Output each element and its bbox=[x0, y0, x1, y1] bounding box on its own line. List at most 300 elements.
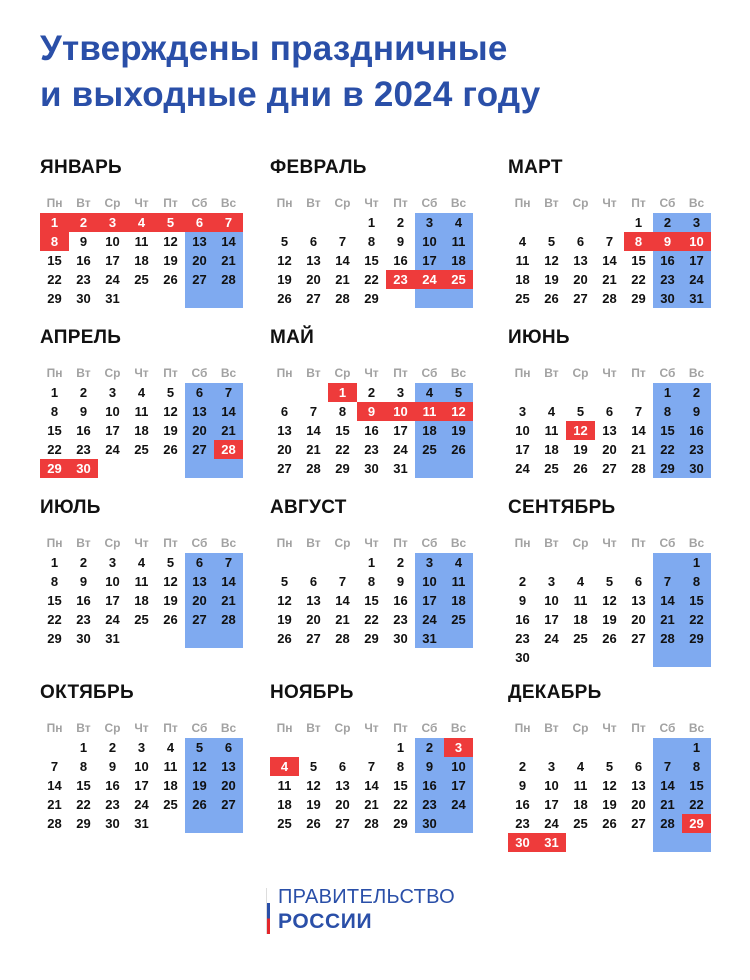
empty-cell bbox=[214, 459, 243, 478]
weekday-header: Ср bbox=[334, 536, 351, 550]
day-cell: 4 bbox=[576, 759, 585, 774]
weekday-header: Вс bbox=[220, 721, 237, 735]
weekday-header: Вт bbox=[306, 196, 321, 210]
day-cell: 23 bbox=[515, 816, 530, 831]
day-cell: 11 bbox=[444, 232, 473, 251]
day-cell: 30 bbox=[515, 650, 530, 665]
day-cell: 29 bbox=[631, 291, 646, 306]
weekday-header: Ср bbox=[334, 196, 351, 210]
weekday-header: Пт bbox=[393, 721, 408, 735]
day-cell: 17 bbox=[105, 423, 120, 438]
weekday-header: Вс bbox=[220, 366, 237, 380]
month-block bbox=[508, 327, 724, 478]
day-cell: 18 bbox=[163, 778, 178, 793]
empty-cell bbox=[537, 738, 566, 757]
day-cell: 19 bbox=[602, 797, 617, 812]
weekday-header: Чт bbox=[364, 721, 379, 735]
day-cell: 27 bbox=[214, 795, 243, 814]
day-cell: 13 bbox=[185, 572, 214, 591]
month-block bbox=[270, 327, 486, 478]
title-line-2: и выходные дни в 2024 году bbox=[40, 75, 541, 114]
day-cell: 8 bbox=[338, 404, 347, 419]
day-cell: 12 bbox=[602, 593, 617, 608]
month-name: МАРТ bbox=[508, 157, 563, 178]
day-cell: 10 bbox=[544, 778, 559, 793]
day-cell: 26 bbox=[163, 442, 178, 457]
weekday-header: Пн bbox=[276, 536, 293, 550]
day-cell: 29 bbox=[682, 629, 711, 648]
day-cell: 16 bbox=[76, 253, 91, 268]
day-cell: 13 bbox=[306, 253, 321, 268]
month-block bbox=[508, 497, 724, 667]
empty-cell bbox=[653, 553, 682, 572]
day-cell: 20 bbox=[631, 612, 646, 627]
day-cell: 28 bbox=[335, 291, 350, 306]
weekday-header: Пт bbox=[631, 366, 646, 380]
weekday-header: Ср bbox=[104, 366, 121, 380]
day-cell: 1 bbox=[50, 555, 59, 570]
weekday-header: Сб bbox=[659, 721, 676, 735]
weekday-header: Вс bbox=[220, 196, 237, 210]
day-cell: 4 bbox=[137, 385, 146, 400]
day-cell: 15 bbox=[653, 421, 682, 440]
day-cell: 9 bbox=[396, 574, 405, 589]
day-cell: 14 bbox=[214, 402, 243, 421]
day-cell: 21 bbox=[306, 442, 321, 457]
day-cell: 3 bbox=[108, 555, 117, 570]
day-cell: 19 bbox=[277, 272, 292, 287]
empty-cell bbox=[270, 213, 299, 232]
day-cell: 6 bbox=[309, 574, 318, 589]
day-cell: 5 bbox=[280, 234, 289, 249]
empty-cell bbox=[624, 553, 653, 572]
day-cell: 6 bbox=[309, 234, 318, 249]
day-cell: 16 bbox=[393, 593, 408, 608]
day-cell: 8 bbox=[50, 574, 59, 589]
empty-cell bbox=[444, 814, 473, 833]
day-cell: 14 bbox=[47, 778, 62, 793]
day-cell: 11 bbox=[134, 404, 149, 419]
day-cell: 18 bbox=[544, 442, 559, 457]
day-cell: 4 bbox=[576, 574, 585, 589]
day-cell: 4 bbox=[518, 234, 527, 249]
month-name: АВГУСТ bbox=[270, 497, 347, 518]
empty-cell bbox=[127, 459, 156, 478]
weekday-header: Пн bbox=[276, 366, 293, 380]
day-cell: 15 bbox=[76, 778, 91, 793]
day-cell: 23 bbox=[386, 270, 415, 289]
day-cell: 17 bbox=[444, 776, 473, 795]
weekday-header: Ср bbox=[104, 536, 121, 550]
day-cell: 4 bbox=[444, 553, 473, 572]
day-cell: 5 bbox=[166, 385, 175, 400]
empty-cell bbox=[270, 738, 299, 757]
empty-cell bbox=[98, 459, 127, 478]
weekday-header: Вт bbox=[306, 366, 321, 380]
day-cell: 13 bbox=[602, 423, 617, 438]
day-cell: 18 bbox=[444, 591, 473, 610]
day-cell: 31 bbox=[393, 461, 408, 476]
day-cell: 8 bbox=[682, 757, 711, 776]
weekday-header: Пн bbox=[276, 196, 293, 210]
day-cell: 24 bbox=[393, 442, 408, 457]
day-cell: 20 bbox=[185, 421, 214, 440]
day-cell: 22 bbox=[47, 272, 62, 287]
month-grid bbox=[508, 719, 724, 852]
day-cell: 17 bbox=[544, 612, 559, 627]
day-cell: 19 bbox=[277, 612, 292, 627]
day-cell: 16 bbox=[364, 423, 379, 438]
month-grid bbox=[40, 534, 256, 648]
month-block bbox=[40, 157, 256, 308]
day-cell: 10 bbox=[386, 402, 415, 421]
day-cell: 23 bbox=[393, 612, 408, 627]
month-block bbox=[270, 682, 486, 833]
day-cell: 30 bbox=[76, 291, 91, 306]
weekday-header: Пт bbox=[393, 536, 408, 550]
weekday-header: Пн bbox=[276, 721, 293, 735]
empty-cell bbox=[595, 213, 624, 232]
day-cell: 8 bbox=[624, 232, 653, 251]
weekday-header: Пт bbox=[163, 536, 178, 550]
day-cell: 2 bbox=[518, 574, 527, 589]
empty-cell bbox=[185, 814, 214, 833]
day-cell: 10 bbox=[134, 759, 149, 774]
empty-cell bbox=[127, 629, 156, 648]
day-cell: 4 bbox=[547, 404, 556, 419]
day-cell: 14 bbox=[364, 778, 379, 793]
day-cell: 30 bbox=[105, 816, 120, 831]
day-cell: 14 bbox=[335, 593, 350, 608]
weekday-header: Сб bbox=[421, 536, 438, 550]
day-cell: 15 bbox=[364, 253, 379, 268]
day-cell: 22 bbox=[364, 272, 379, 287]
weekday-header: Пн bbox=[46, 721, 63, 735]
day-cell: 26 bbox=[163, 612, 178, 627]
day-cell: 26 bbox=[306, 816, 321, 831]
day-cell: 3 bbox=[547, 574, 556, 589]
day-cell: 25 bbox=[163, 797, 178, 812]
day-cell: 12 bbox=[163, 234, 178, 249]
day-cell: 5 bbox=[185, 738, 214, 757]
day-cell: 26 bbox=[185, 795, 214, 814]
weekday-header: Сб bbox=[421, 196, 438, 210]
weekday-header: Ср bbox=[572, 536, 589, 550]
day-cell: 21 bbox=[335, 612, 350, 627]
day-cell: 6 bbox=[605, 404, 614, 419]
empty-cell bbox=[653, 738, 682, 757]
day-cell: 24 bbox=[105, 442, 120, 457]
day-cell: 27 bbox=[185, 440, 214, 459]
day-cell: 14 bbox=[335, 253, 350, 268]
empty-cell bbox=[595, 833, 624, 852]
day-cell: 29 bbox=[653, 459, 682, 478]
day-cell: 3 bbox=[98, 213, 127, 232]
day-cell: 18 bbox=[134, 253, 149, 268]
day-cell: 29 bbox=[40, 459, 69, 478]
month-block bbox=[508, 682, 724, 852]
day-cell: 11 bbox=[573, 593, 588, 608]
day-cell: 16 bbox=[515, 797, 530, 812]
weekday-header: Вс bbox=[688, 366, 705, 380]
month-name: ИЮНЬ bbox=[508, 327, 570, 348]
day-cell: 13 bbox=[306, 593, 321, 608]
day-cell: 24 bbox=[515, 461, 530, 476]
weekday-header: Вс bbox=[450, 196, 467, 210]
day-cell: 1 bbox=[653, 383, 682, 402]
day-cell: 7 bbox=[367, 759, 376, 774]
day-cell: 11 bbox=[444, 572, 473, 591]
day-cell: 23 bbox=[682, 440, 711, 459]
empty-cell bbox=[682, 648, 711, 667]
day-cell: 26 bbox=[444, 440, 473, 459]
day-cell: 21 bbox=[631, 442, 646, 457]
day-cell: 2 bbox=[396, 215, 405, 230]
empty-cell bbox=[444, 289, 473, 308]
weekday-header: Сб bbox=[191, 536, 208, 550]
day-cell: 14 bbox=[306, 423, 321, 438]
day-cell: 12 bbox=[602, 778, 617, 793]
day-cell: 5 bbox=[156, 213, 185, 232]
weekday-header: Ср bbox=[572, 366, 589, 380]
day-cell: 24 bbox=[105, 272, 120, 287]
day-cell: 4 bbox=[166, 740, 175, 755]
day-cell: 15 bbox=[631, 253, 646, 268]
weekday-header: Вс bbox=[450, 536, 467, 550]
page-title bbox=[40, 26, 720, 118]
day-cell: 6 bbox=[634, 759, 643, 774]
day-cell: 6 bbox=[185, 213, 214, 232]
flag-bar-icon bbox=[266, 888, 270, 934]
weekday-header: Сб bbox=[191, 196, 208, 210]
day-cell: 10 bbox=[444, 757, 473, 776]
day-cell: 17 bbox=[134, 778, 149, 793]
day-cell: 21 bbox=[47, 797, 62, 812]
weekday-header: Чт bbox=[364, 366, 379, 380]
day-cell: 1 bbox=[367, 555, 376, 570]
weekday-header: Вс bbox=[450, 366, 467, 380]
weekday-header: Пн bbox=[46, 536, 63, 550]
day-cell: 2 bbox=[79, 555, 88, 570]
empty-cell bbox=[624, 383, 653, 402]
day-cell: 9 bbox=[653, 232, 682, 251]
day-cell: 14 bbox=[631, 423, 646, 438]
day-cell: 13 bbox=[185, 402, 214, 421]
empty-cell bbox=[444, 629, 473, 648]
day-cell: 19 bbox=[185, 776, 214, 795]
day-cell: 21 bbox=[214, 251, 243, 270]
day-cell: 29 bbox=[47, 631, 62, 646]
month-block bbox=[270, 497, 486, 648]
weekday-header: Чт bbox=[134, 196, 149, 210]
empty-cell bbox=[185, 629, 214, 648]
empty-cell bbox=[328, 553, 357, 572]
day-cell: 24 bbox=[415, 610, 444, 629]
month-grid bbox=[508, 194, 724, 308]
day-cell: 13 bbox=[277, 423, 292, 438]
day-cell: 23 bbox=[515, 631, 530, 646]
weekday-header: Вс bbox=[688, 196, 705, 210]
month-block bbox=[40, 497, 256, 648]
day-cell: 30 bbox=[653, 289, 682, 308]
weekday-header: Пт bbox=[163, 366, 178, 380]
day-cell: 9 bbox=[79, 404, 88, 419]
weekday-header: Ср bbox=[104, 196, 121, 210]
day-cell: 16 bbox=[105, 778, 120, 793]
day-cell: 27 bbox=[185, 610, 214, 629]
day-cell: 10 bbox=[544, 593, 559, 608]
day-cell: 26 bbox=[163, 272, 178, 287]
day-cell: 26 bbox=[277, 631, 292, 646]
day-cell: 27 bbox=[335, 816, 350, 831]
day-cell: 16 bbox=[76, 423, 91, 438]
day-cell: 7 bbox=[653, 572, 682, 591]
day-cell: 27 bbox=[185, 270, 214, 289]
day-cell: 6 bbox=[634, 574, 643, 589]
day-cell: 3 bbox=[396, 385, 405, 400]
day-cell: 31 bbox=[134, 816, 149, 831]
weekday-header: Чт bbox=[134, 721, 149, 735]
month-grid bbox=[40, 194, 256, 308]
day-cell: 22 bbox=[682, 795, 711, 814]
day-cell: 25 bbox=[134, 272, 149, 287]
day-cell: 20 bbox=[335, 797, 350, 812]
day-cell: 26 bbox=[573, 461, 588, 476]
empty-cell bbox=[595, 383, 624, 402]
day-cell: 24 bbox=[544, 631, 559, 646]
day-cell: 15 bbox=[682, 776, 711, 795]
day-cell: 23 bbox=[364, 442, 379, 457]
day-cell: 17 bbox=[682, 251, 711, 270]
day-cell: 7 bbox=[338, 234, 347, 249]
day-cell: 29 bbox=[364, 291, 379, 306]
day-cell: 30 bbox=[415, 814, 444, 833]
day-cell: 21 bbox=[653, 795, 682, 814]
day-cell: 10 bbox=[682, 232, 711, 251]
day-cell: 25 bbox=[134, 442, 149, 457]
day-cell: 24 bbox=[105, 612, 120, 627]
day-cell: 14 bbox=[602, 253, 617, 268]
day-cell: 1 bbox=[50, 385, 59, 400]
month-grid bbox=[508, 534, 724, 667]
day-cell: 28 bbox=[214, 270, 243, 289]
day-cell: 22 bbox=[47, 612, 62, 627]
day-cell: 17 bbox=[393, 423, 408, 438]
day-cell: 7 bbox=[214, 213, 243, 232]
day-cell: 14 bbox=[653, 591, 682, 610]
day-cell: 13 bbox=[335, 778, 350, 793]
day-cell: 9 bbox=[79, 234, 88, 249]
day-cell: 25 bbox=[544, 461, 559, 476]
empty-cell bbox=[537, 213, 566, 232]
day-cell: 16 bbox=[76, 593, 91, 608]
day-cell: 19 bbox=[444, 421, 473, 440]
day-cell: 13 bbox=[631, 778, 646, 793]
day-cell: 10 bbox=[105, 574, 120, 589]
weekday-header: Вт bbox=[306, 536, 321, 550]
day-cell: 25 bbox=[277, 816, 292, 831]
empty-cell bbox=[508, 213, 537, 232]
day-cell: 13 bbox=[573, 253, 588, 268]
weekday-header: Чт bbox=[134, 366, 149, 380]
empty-cell bbox=[156, 289, 185, 308]
empty-cell bbox=[508, 383, 537, 402]
logo-line-1: ПРАВИТЕЛЬСТВО bbox=[278, 886, 455, 908]
day-cell: 9 bbox=[518, 778, 527, 793]
empty-cell bbox=[566, 738, 595, 757]
empty-cell bbox=[357, 738, 386, 757]
day-cell: 22 bbox=[47, 442, 62, 457]
day-cell: 2 bbox=[653, 213, 682, 232]
weekday-header: Чт bbox=[364, 196, 379, 210]
day-cell: 9 bbox=[518, 593, 527, 608]
day-cell: 8 bbox=[40, 232, 69, 251]
day-cell: 29 bbox=[335, 461, 350, 476]
day-cell: 23 bbox=[415, 795, 444, 814]
day-cell: 6 bbox=[280, 404, 289, 419]
day-cell: 24 bbox=[415, 270, 444, 289]
empty-cell bbox=[624, 738, 653, 757]
weekday-header: Пн bbox=[514, 536, 531, 550]
day-cell: 2 bbox=[415, 738, 444, 757]
day-cell: 8 bbox=[682, 572, 711, 591]
weekday-header: Вт bbox=[76, 196, 91, 210]
day-cell: 12 bbox=[277, 253, 292, 268]
day-cell: 10 bbox=[515, 423, 530, 438]
day-cell: 13 bbox=[631, 593, 646, 608]
day-cell: 25 bbox=[134, 612, 149, 627]
day-cell: 20 bbox=[602, 442, 617, 457]
day-cell: 3 bbox=[682, 213, 711, 232]
day-cell: 28 bbox=[364, 816, 379, 831]
month-name: СЕНТЯБРЬ bbox=[508, 497, 616, 518]
weekday-header: Ср bbox=[104, 721, 121, 735]
day-cell: 5 bbox=[280, 574, 289, 589]
day-cell: 15 bbox=[364, 593, 379, 608]
month-name: АПРЕЛЬ bbox=[40, 327, 122, 348]
day-cell: 27 bbox=[306, 631, 321, 646]
day-cell: 12 bbox=[185, 757, 214, 776]
day-cell: 3 bbox=[137, 740, 146, 755]
weekday-header: Вт bbox=[544, 536, 559, 550]
weekday-header: Сб bbox=[191, 721, 208, 735]
day-cell: 28 bbox=[602, 291, 617, 306]
day-cell: 1 bbox=[634, 215, 643, 230]
empty-cell bbox=[156, 629, 185, 648]
day-cell: 29 bbox=[682, 814, 711, 833]
day-cell: 4 bbox=[270, 757, 299, 776]
day-cell: 29 bbox=[393, 816, 408, 831]
empty-cell bbox=[214, 814, 243, 833]
logo-line-2: РОССИИ bbox=[278, 910, 373, 933]
day-cell: 5 bbox=[547, 234, 556, 249]
day-cell: 8 bbox=[396, 759, 405, 774]
empty-cell bbox=[653, 648, 682, 667]
day-cell: 19 bbox=[573, 442, 588, 457]
empty-cell bbox=[299, 383, 328, 402]
day-cell: 21 bbox=[335, 272, 350, 287]
day-cell: 16 bbox=[682, 421, 711, 440]
weekday-header: Чт bbox=[134, 536, 149, 550]
day-cell: 5 bbox=[605, 574, 614, 589]
weekday-header: Ср bbox=[572, 196, 589, 210]
day-cell: 2 bbox=[79, 385, 88, 400]
day-cell: 7 bbox=[309, 404, 318, 419]
day-cell: 17 bbox=[415, 251, 444, 270]
empty-cell bbox=[624, 833, 653, 852]
day-cell: 22 bbox=[76, 797, 91, 812]
empty-cell bbox=[566, 213, 595, 232]
